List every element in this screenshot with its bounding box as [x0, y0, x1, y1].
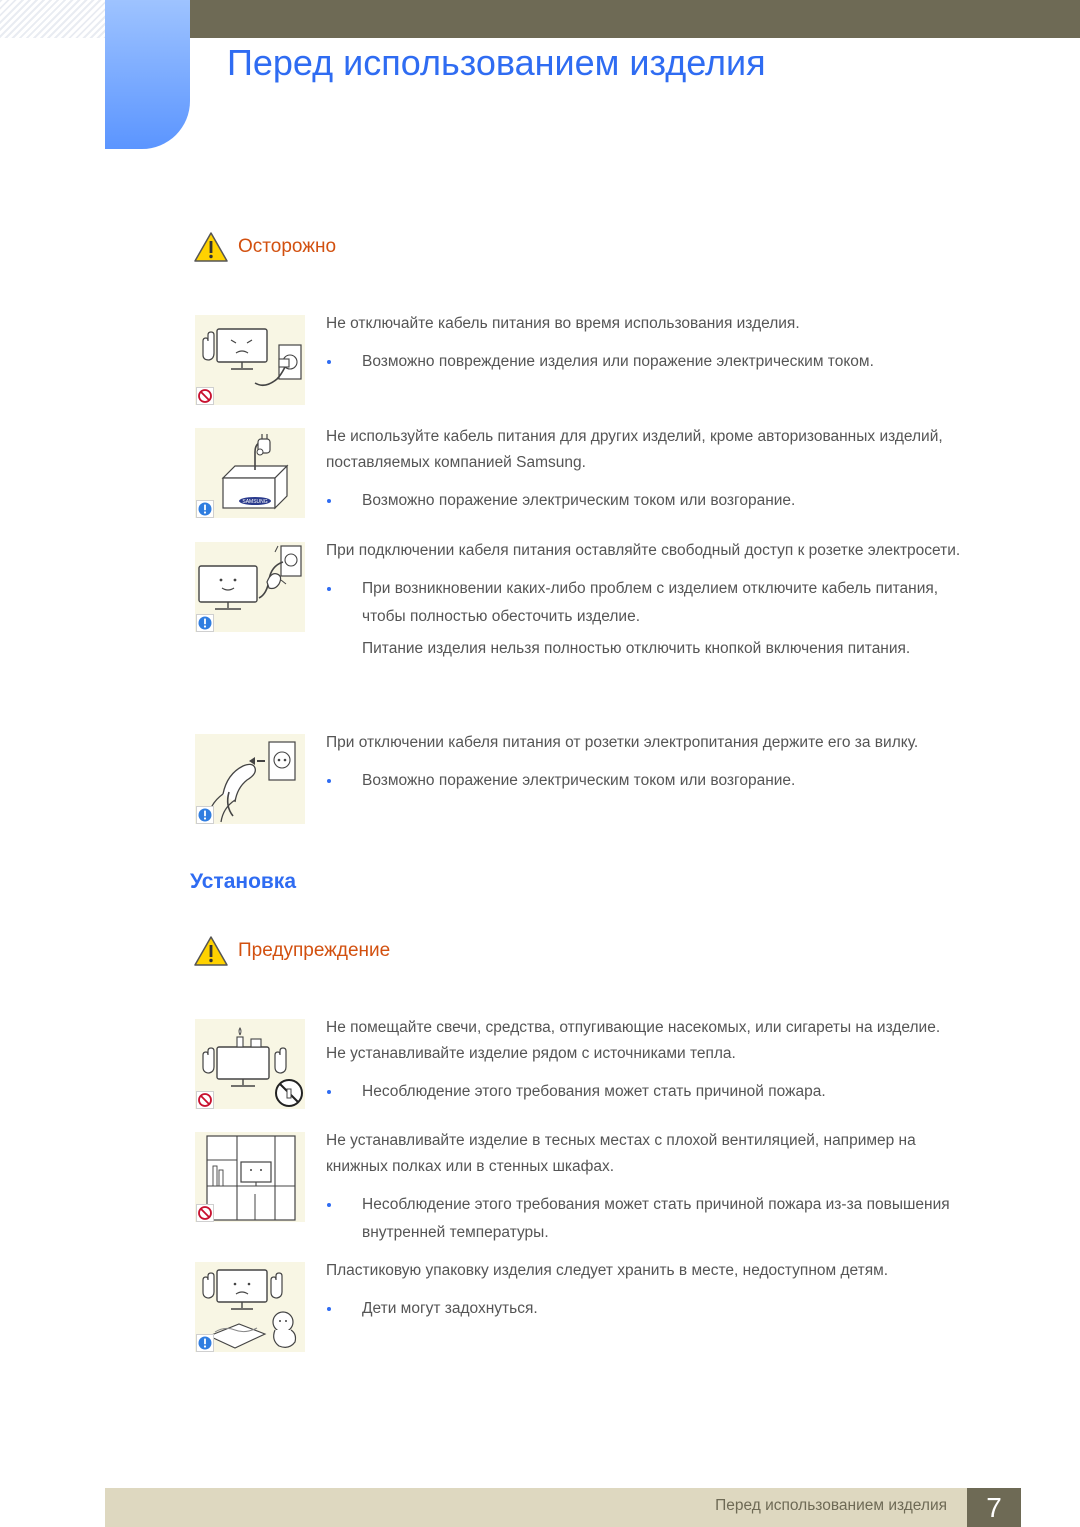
- bullet-item: Несоблюдение этого требования может стать причиной пожара.: [326, 1078, 961, 1106]
- warning-heading: [193, 934, 390, 968]
- bullet-item: Возможно повреждение изделия или поражение электрическим током.: [326, 348, 961, 376]
- item-text: При отключении кабеля питания от розетки электропитания держите его за вилку.: [326, 734, 919, 751]
- bullet-item: Дети могут задохнуться.: [326, 1295, 961, 1323]
- box-brand-text: SAMSUNG: [242, 499, 268, 505]
- page-title: Перед использованием изделия: [227, 42, 766, 83]
- mandatory-icon: [196, 500, 214, 518]
- warning-label: Предупреждение: [238, 940, 391, 961]
- caution-heading: [193, 230, 336, 264]
- warning-triangle-icon: [193, 935, 229, 967]
- prohibited-icon: [196, 1091, 214, 1109]
- bullet-item: Возможно поражение электрическим током или возгорание.: [326, 487, 961, 515]
- caution-label: Осторожно: [238, 236, 337, 257]
- item-text: Пластиковую упаковку изделия следует хранить в месте, недоступном детям.: [326, 1262, 889, 1279]
- item-text: Не используйте кабель питания для других изделий, кроме авторизованных изделий, поставляемых компанией Samsung.: [326, 428, 943, 471]
- footer-bar: [105, 1488, 967, 1527]
- item-text: Не устанавливайте изделие в тесных местах с плохой вентиляцией, например на книжных полках или в стенных шкафах.: [326, 1132, 916, 1175]
- item-note: Питание изделия нельзя полностью отключить кнопкой включения питания.: [362, 640, 911, 657]
- section-title-installation: Установка: [190, 870, 296, 893]
- warning-triangle-icon: [193, 231, 229, 263]
- bullet-item: Возможно поражение электрическим током или возгорание.: [326, 767, 961, 795]
- footer-section-name: Перед использованием изделия: [715, 1497, 947, 1514]
- chapter-tab-decoration: [105, 0, 190, 149]
- item-text: При подключении кабеля питания оставляйте свободный доступ к розетке электросети.: [326, 542, 961, 559]
- item-text: Не отключайте кабель питания во время использования изделия.: [326, 315, 800, 332]
- mandatory-icon: [196, 614, 214, 632]
- page-number: 7: [967, 1488, 1021, 1527]
- prohibited-icon: [196, 387, 214, 405]
- prohibited-icon: [196, 1204, 214, 1222]
- header-bar: [190, 0, 1080, 38]
- bullet-item: При возникновении каких-либо проблем с изделием отключите кабель питания, чтобы полностью обесточить изделие.: [326, 575, 961, 631]
- mandatory-icon: [196, 1334, 214, 1352]
- header-hatch-decoration: [0, 0, 105, 38]
- item-text: Не помещайте свечи, средства, отпугивающие насекомых, или сигареты на изделие. Не устанавливайте изделие рядом с источниками тепла.: [326, 1019, 941, 1062]
- mandatory-icon: [196, 806, 214, 824]
- bullet-item: Несоблюдение этого требования может стать причиной пожара из-за повышения внутренней температуры.: [326, 1191, 961, 1247]
